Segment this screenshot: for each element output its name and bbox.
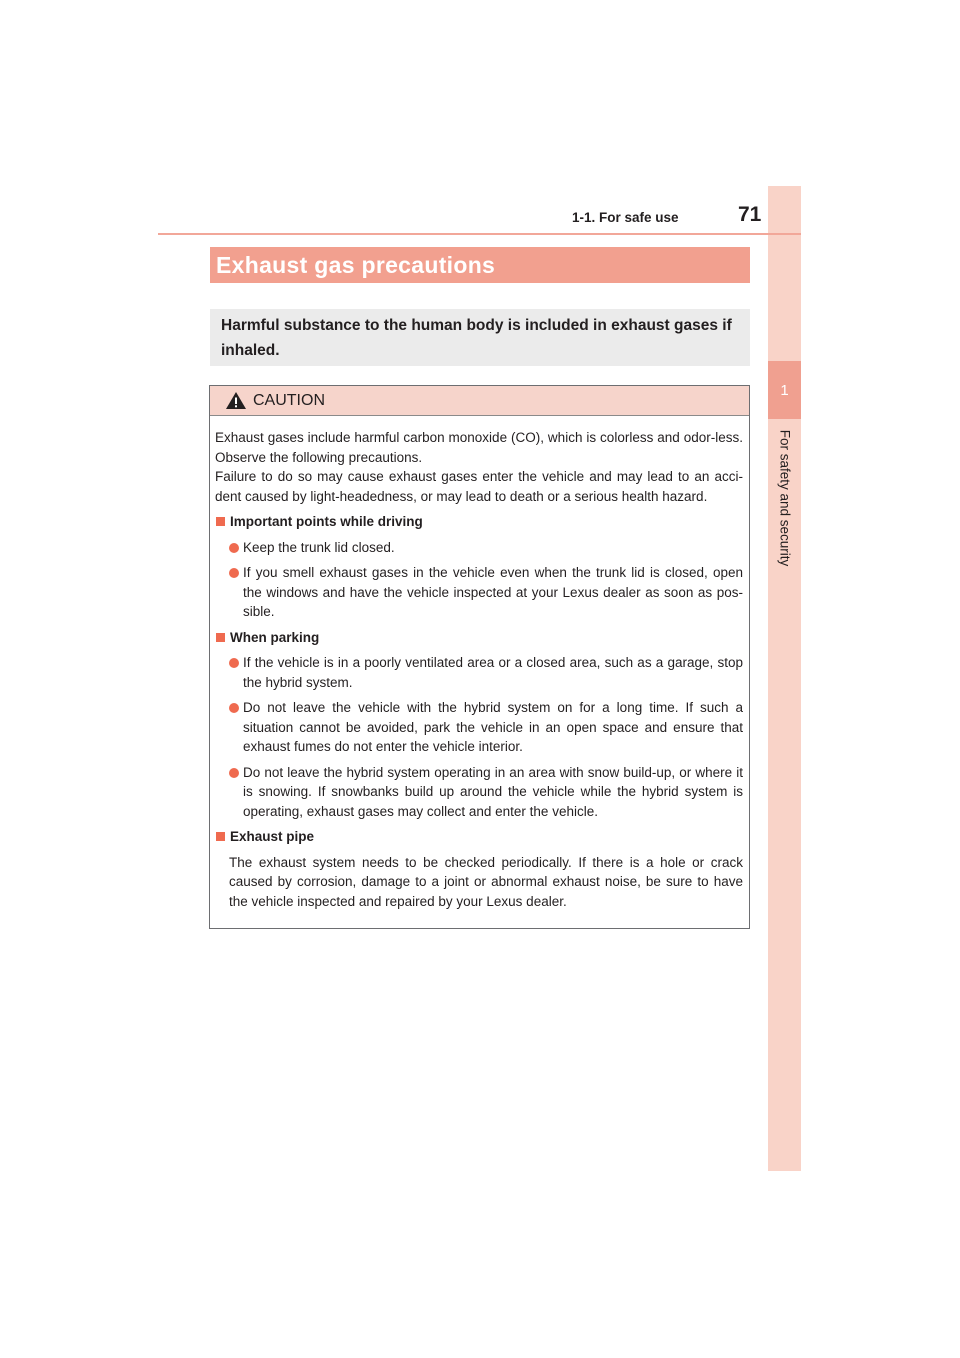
list-item-text: If the vehicle is in a poorly ventilated area or a closed area, such as a garage, stop the hybrid system. bbox=[243, 655, 743, 690]
paragraph: The exhaust system needs to be checked periodically. If there is a hole or crack caused by corrosion, damage to a joint or abnormal exhaust noise, be sure to have the vehicle inspected and repaired by your Lexus dealer. bbox=[229, 854, 743, 909]
page-number: 71 bbox=[738, 203, 762, 226]
section-label: 1-1. For safe use bbox=[572, 210, 679, 225]
square-bullet-icon bbox=[216, 832, 225, 841]
heading-text: Important points while driving bbox=[230, 514, 423, 529]
chapter-number: 1 bbox=[780, 381, 789, 399]
square-bullet-icon bbox=[216, 517, 225, 526]
list-item-text: Keep the trunk lid closed. bbox=[243, 539, 395, 555]
title-bar bbox=[210, 247, 750, 283]
list-item-text: Do not leave the hybrid system operating in an area with snow build-up, or where it is snowing. If snowbanks build up around the vehicle while the hybrid system is operating, exhaust gases may collect and enter the vehicle. bbox=[243, 764, 743, 819]
list-item bbox=[215, 653, 743, 692]
list-item bbox=[215, 538, 743, 558]
circle-bullet-icon bbox=[229, 543, 239, 553]
caution-label: CAUTION bbox=[253, 391, 325, 409]
side-tab bbox=[768, 186, 801, 1171]
list-item-text: If you smell exhaust gases in the vehicle even when the trunk lid is closed, open the windows and have the vehicle inspected at your Lexus dealer as soon as pos-sible. bbox=[243, 565, 743, 619]
header-divider bbox=[158, 233, 801, 235]
circle-bullet-icon bbox=[229, 768, 239, 778]
subsection-heading bbox=[215, 827, 743, 847]
circle-bullet-icon bbox=[229, 568, 239, 578]
list-item-text: Do not leave the vehicle with the hybrid system on for a long time. If such a situation cannot be avoided, park the vehicle in an open space and ensure that exhaust fumes do not enter the vehicle interior. bbox=[243, 700, 743, 754]
warning-triangle-icon bbox=[225, 391, 247, 410]
circle-bullet-icon bbox=[229, 703, 239, 713]
list-item bbox=[215, 563, 743, 622]
caution-header bbox=[210, 386, 749, 416]
subsection-heading bbox=[215, 512, 743, 532]
page-title: Exhaust gas precautions bbox=[216, 251, 496, 278]
circle-bullet-icon bbox=[229, 658, 239, 668]
square-bullet-icon bbox=[216, 633, 225, 642]
caution-intro-1: Exhaust gases include harmful carbon monoxide (CO), which is colorless and odor-less. Observe the following precautions. bbox=[215, 430, 743, 465]
chapter-number-tab[interactable] bbox=[768, 361, 801, 419]
subsection-heading bbox=[215, 628, 743, 648]
chapter-title: For safety and security bbox=[777, 429, 793, 567]
intro-box bbox=[210, 309, 750, 366]
intro-text: Harmful substance to the human body is included in exhaust gases if inhaled. bbox=[221, 317, 732, 359]
list-item bbox=[215, 763, 743, 822]
heading-text: When parking bbox=[230, 629, 320, 645]
caution-body bbox=[210, 416, 749, 911]
heading-text: Exhaust pipe bbox=[230, 829, 315, 844]
list-item bbox=[215, 698, 743, 757]
caution-box bbox=[209, 385, 750, 929]
caution-intro-2: Failure to do so may cause exhaust gases enter the vehicle and may lead to an acci-dent caused by light-headedness, or may lead to death or a serious health hazard. bbox=[215, 469, 743, 504]
